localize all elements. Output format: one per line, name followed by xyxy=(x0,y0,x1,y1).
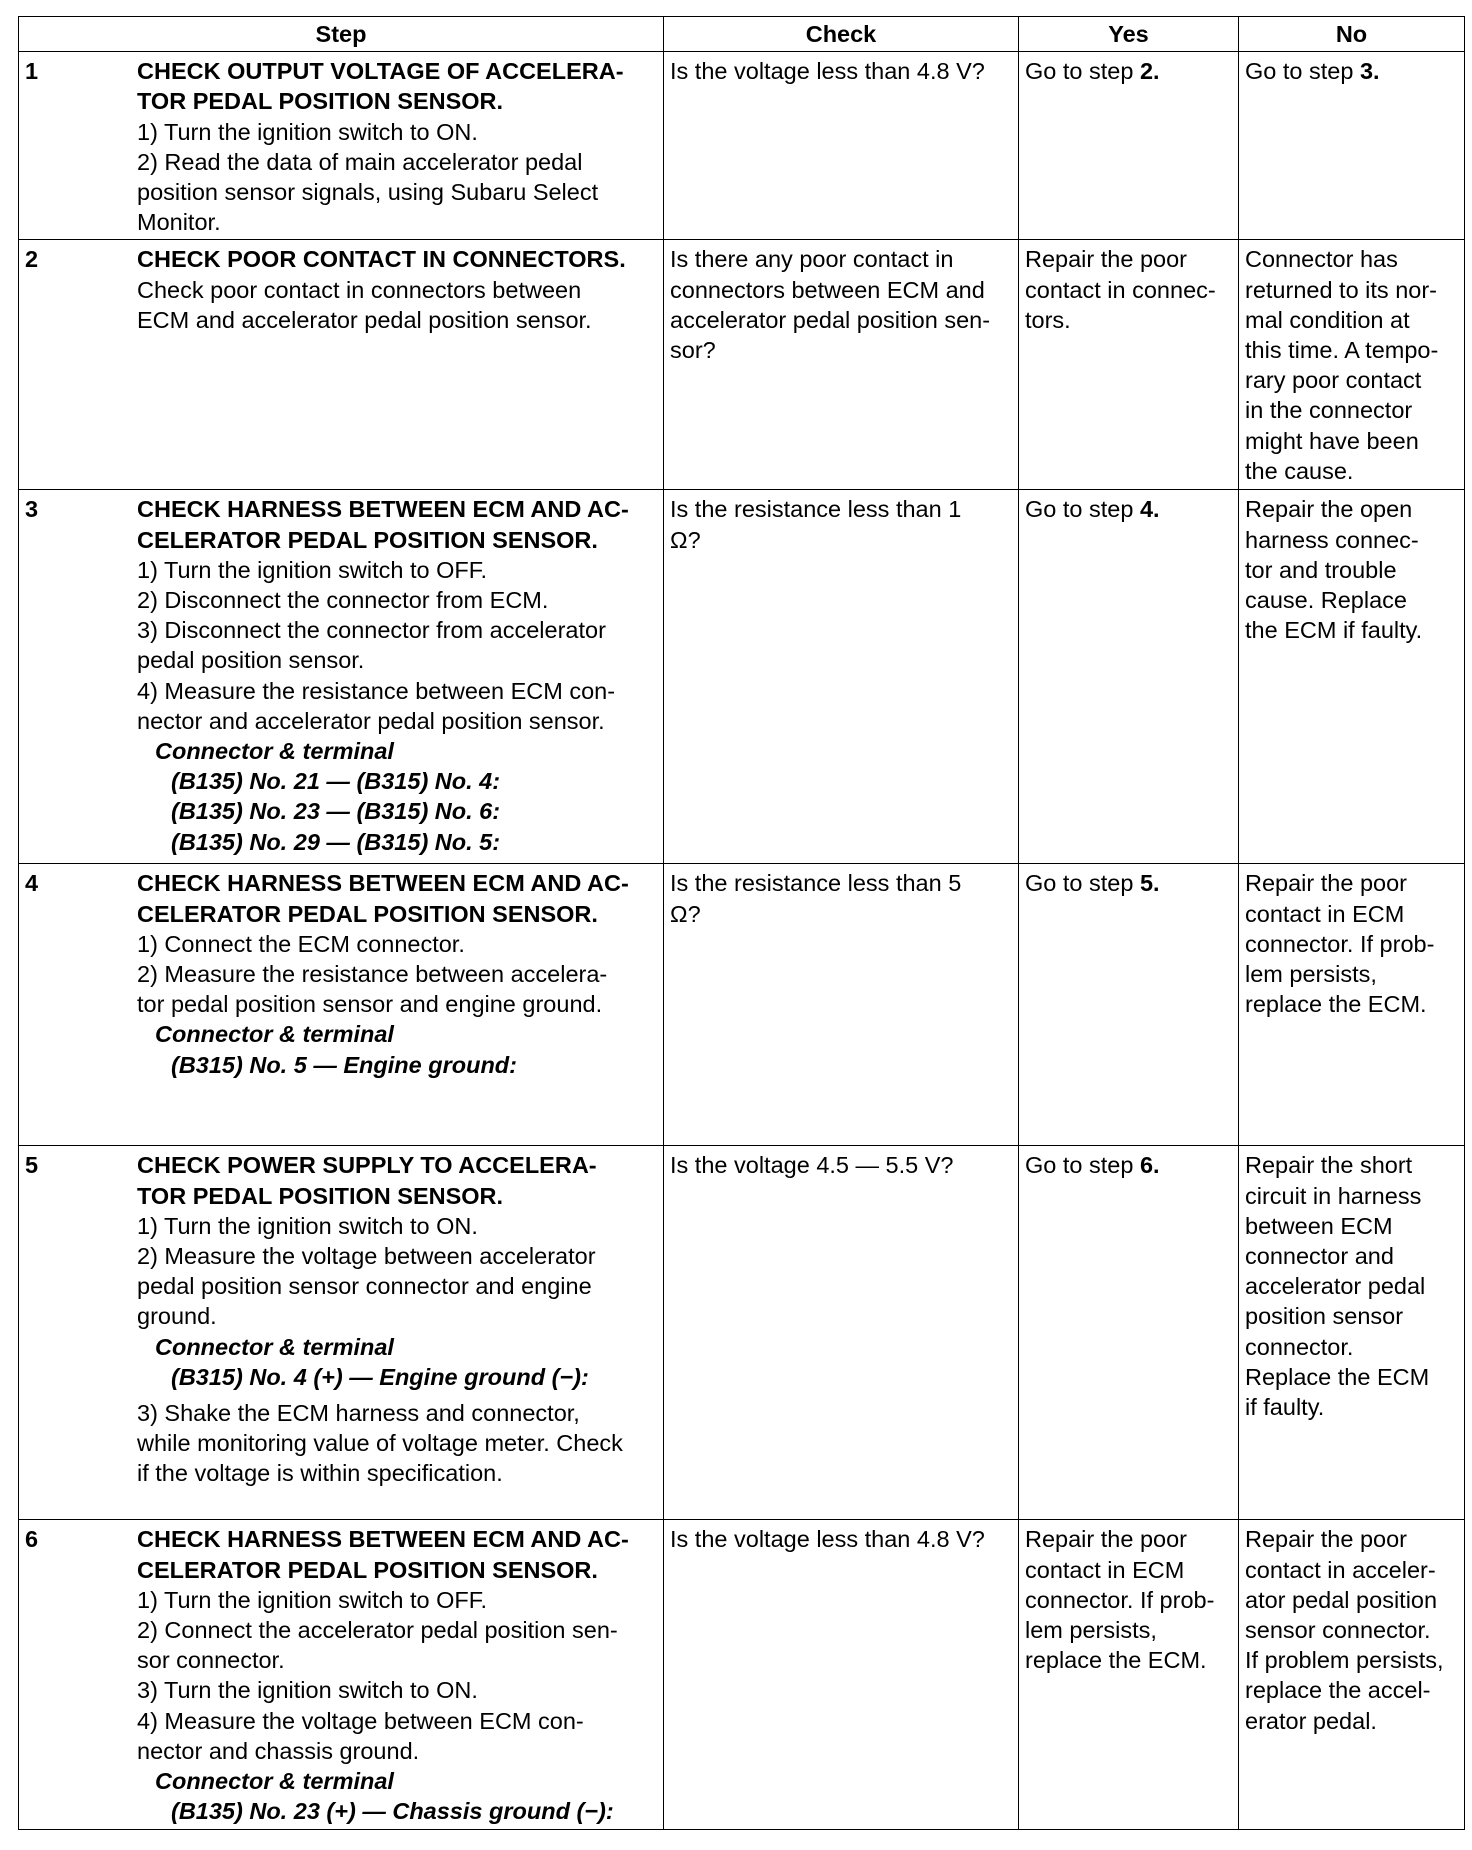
diagnostic-procedure-document xyxy=(18,16,1464,1830)
connector-terminal-item: (B315) No. 4 (+) — Engine ground (−): xyxy=(171,1363,589,1390)
table-row xyxy=(19,490,1465,864)
step-number: 6 xyxy=(25,1526,39,1553)
yes-cell: Repair the poor contact in ECM connector. If prob- lem persists, replace the ECM. xyxy=(1019,1520,1239,1830)
step-title: CHECK HARNESS BETWEEN ECM AND AC- CELERATOR PEDAL POSITION SENSOR. xyxy=(137,496,629,553)
yes-cell: Repair the poor contact in connec- tors. xyxy=(1019,240,1239,490)
step-cell xyxy=(19,1520,664,1830)
yes-cell xyxy=(1019,1146,1239,1520)
connector-terminal-item: (B135) No. 23 — (B315) No. 6: xyxy=(171,798,501,825)
yes-step-ref: 2. xyxy=(1139,58,1160,85)
step-instructions: 1) Turn the ignition switch to OFF. 2) Disconnect the connector from ECM. 3) Disconnect the connector from accelerator pedal position sensor. 4) Measure the resistance between ECM con- nector and accelerator pedal position sensor. xyxy=(137,556,616,734)
no-cell: Connector has returned to its nor- mal condition at this time. A tempo- rary poor contact in the connector might have been the cause. xyxy=(1239,240,1465,490)
yes-cell xyxy=(1019,52,1239,240)
step-title: CHECK POWER SUPPLY TO ACCELERA- TOR PEDAL POSITION SENSOR. xyxy=(137,1152,597,1209)
no-cell: Repair the poor contact in ECM connector. If prob- lem persists, replace the ECM. xyxy=(1239,864,1465,1146)
check-cell: Is the voltage less than 4.8 V? xyxy=(664,52,1019,240)
yes-cell xyxy=(1019,490,1239,864)
yes-text: Go to step xyxy=(1025,1152,1140,1179)
step-title: CHECK OUTPUT VOLTAGE OF ACCELERA- TOR PEDAL POSITION SENSOR. xyxy=(137,58,624,115)
connector-terminal-label: Connector & terminal xyxy=(155,1021,394,1048)
step-instructions: Check poor contact in connectors between ECM and accelerator pedal position sensor. xyxy=(137,276,592,333)
table-header-row xyxy=(19,17,1465,52)
step-number: 5 xyxy=(25,1152,39,1179)
table-row xyxy=(19,864,1465,1146)
yes-text: Go to step xyxy=(1025,870,1140,897)
check-cell: Is the voltage less than 4.8 V? xyxy=(664,1520,1019,1830)
header-yes: Yes xyxy=(1019,17,1239,52)
check-cell: Is the voltage 4.5 — 5.5 V? xyxy=(664,1146,1019,1520)
step-instructions: 1) Turn the ignition switch to ON. 2) Measure the voltage between accelerator pedal position sensor connector and engine ground. xyxy=(137,1212,596,1330)
header-step: Step xyxy=(19,17,664,52)
step-title: CHECK POOR CONTACT IN CONNECTORS. xyxy=(137,246,626,273)
check-cell: Is the resistance less than 5 Ω? xyxy=(664,864,1019,1146)
step-title: CHECK HARNESS BETWEEN ECM AND AC- CELERATOR PEDAL POSITION SENSOR. xyxy=(137,870,629,927)
no-cell: Repair the open harness connec- tor and trouble cause. Replace the ECM if faulty. xyxy=(1239,490,1465,864)
connector-terminal-item: (B135) No. 21 — (B315) No. 4: xyxy=(171,768,501,795)
yes-cell xyxy=(1019,864,1239,1146)
no-cell: Repair the poor contact in acceler- ator pedal position sensor connector. If problem persists, replace the accel- erator pedal. xyxy=(1239,1520,1465,1830)
step-cell xyxy=(19,490,664,864)
no-cell xyxy=(1239,52,1465,240)
step-title: CHECK HARNESS BETWEEN ECM AND AC- CELERATOR PEDAL POSITION SENSOR. xyxy=(137,1526,629,1583)
step-number: 3 xyxy=(25,496,39,523)
connector-terminal-label: Connector & terminal xyxy=(155,1333,394,1360)
no-cell: Repair the short circuit in harness between ECM connector and accelerator pedal position sensor connector. Replace the ECM if faulty. xyxy=(1239,1146,1465,1520)
table-row xyxy=(19,240,1465,490)
step-instructions: 1) Connect the ECM connector. 2) Measure the resistance between accelera- tor pedal position sensor and engine ground. xyxy=(137,930,608,1018)
step-cell xyxy=(19,864,664,1146)
yes-text: Go to step xyxy=(1025,496,1140,523)
step-cell xyxy=(19,52,664,240)
step-number: 4 xyxy=(25,870,39,897)
yes-step-ref: 4. xyxy=(1139,496,1160,523)
yes-step-ref: 6. xyxy=(1139,1152,1160,1179)
step-cell xyxy=(19,240,664,490)
step-number: 1 xyxy=(25,58,39,85)
no-text: Go to step xyxy=(1245,58,1360,85)
step-instructions: 1) Turn the ignition switch to ON. 2) Read the data of main accelerator pedal position sensor signals, using Subaru Select Monitor. xyxy=(137,118,599,236)
step-number: 2 xyxy=(25,246,39,273)
step-instructions: 1) Turn the ignition switch to OFF. 2) Connect the accelerator pedal position sen- sor connector. 3) Turn the ignition switch to ON. 4) Measure the voltage between ECM con- nector and chassis ground. xyxy=(137,1586,618,1764)
connector-terminal-item: (B135) No. 29 — (B315) No. 5: xyxy=(171,828,501,855)
table-row xyxy=(19,1146,1465,1520)
connector-terminal-label: Connector & terminal xyxy=(155,1768,394,1795)
step-cell xyxy=(19,1146,664,1520)
header-no: No xyxy=(1239,17,1465,52)
yes-text: Go to step xyxy=(1025,58,1140,85)
table-row xyxy=(19,1520,1465,1830)
check-cell: Is there any poor contact in connectors between ECM and accelerator pedal position sen- sor? xyxy=(664,240,1019,490)
connector-terminal-label: Connector & terminal xyxy=(155,738,394,765)
connector-terminal-item: (B135) No. 23 (+) — Chassis ground (−): xyxy=(171,1798,614,1825)
no-step-ref: 3. xyxy=(1359,58,1380,85)
table-row xyxy=(19,52,1465,240)
yes-step-ref: 5. xyxy=(1139,870,1160,897)
connector-terminal-item: (B315) No. 5 — Engine ground: xyxy=(171,1051,517,1078)
step-extra-instructions: 3) Shake the ECM harness and connector, while monitoring value of voltage meter. Check if the voltage is within specification. xyxy=(137,1400,623,1487)
diagnostic-table xyxy=(18,16,1465,1830)
check-cell: Is the resistance less than 1 Ω? xyxy=(664,490,1019,864)
header-check: Check xyxy=(664,17,1019,52)
